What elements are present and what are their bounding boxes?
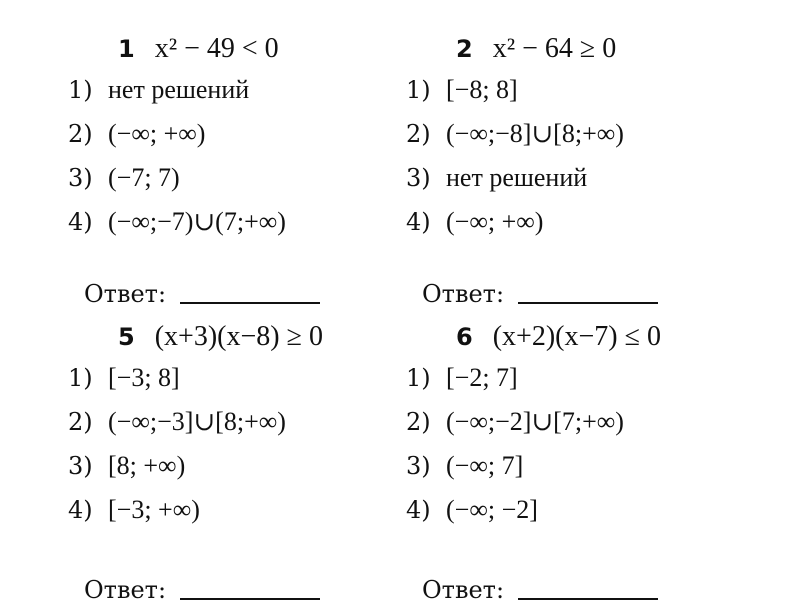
- problem-header: [68, 318, 388, 356]
- option-4: [68, 200, 388, 244]
- option-3: [68, 444, 388, 488]
- answer-row: [68, 274, 388, 314]
- option-text: нет решений: [446, 163, 588, 192]
- problem-expression: (x+3)(x−8) ≥ 0: [154, 321, 323, 352]
- option-index: 3): [406, 452, 431, 480]
- option-text: нет решений: [108, 75, 250, 104]
- answer-label: Ответ:: [84, 576, 167, 604]
- problem-header: [406, 30, 726, 68]
- option-3: [406, 156, 726, 200]
- problem-number: 5: [118, 323, 135, 351]
- option-text: [−3; 8]: [108, 363, 180, 392]
- problem-number: 6: [456, 323, 473, 351]
- option-2: [406, 112, 726, 156]
- option-text: (−∞;−2]∪[7;+∞): [446, 407, 624, 436]
- option-1: [406, 68, 726, 112]
- option-text: [−2; 7]: [446, 363, 518, 392]
- option-index: 3): [68, 164, 93, 192]
- option-3: [406, 444, 726, 488]
- answer-row: [406, 570, 726, 610]
- option-text: (−∞;−8]∪[8;+∞): [446, 119, 624, 148]
- option-1: [68, 356, 388, 400]
- answer-label: Ответ:: [422, 280, 505, 308]
- option-text: (−∞; −2]: [446, 495, 538, 524]
- option-1: [406, 356, 726, 400]
- option-text: (−7; 7): [108, 163, 180, 192]
- problem-number: 2: [456, 35, 473, 63]
- option-1: [68, 68, 388, 112]
- option-text: (−∞; 7]: [446, 451, 524, 480]
- option-text: (−∞;−3]∪[8;+∞): [108, 407, 286, 436]
- option-index: 1): [406, 364, 431, 392]
- problem-expression: x² − 64 ≥ 0: [492, 33, 617, 64]
- option-4: [68, 488, 388, 532]
- option-4: [406, 200, 726, 244]
- option-index: 4): [406, 496, 431, 524]
- option-2: [68, 400, 388, 444]
- answer-label: Ответ:: [422, 576, 505, 604]
- option-text: [−3; +∞): [108, 495, 200, 524]
- answer-row: [68, 570, 388, 610]
- option-4: [406, 488, 726, 532]
- problem-header: [406, 318, 726, 356]
- option-2: [68, 112, 388, 156]
- option-text: [8; +∞): [108, 451, 186, 480]
- problem-5: [68, 318, 388, 610]
- option-text: [−8; 8]: [446, 75, 518, 104]
- option-3: [68, 156, 388, 200]
- option-index: 3): [68, 452, 93, 480]
- answer-blank: [518, 302, 658, 304]
- problem-number: 1: [118, 35, 135, 63]
- option-index: 3): [406, 164, 431, 192]
- answer-blank: [180, 302, 320, 304]
- option-index: 4): [406, 208, 431, 236]
- option-index: 2): [68, 408, 93, 436]
- option-text: (−∞;−7)∪(7;+∞): [108, 207, 286, 236]
- option-index: 4): [68, 496, 93, 524]
- problem-header: [68, 30, 388, 68]
- option-index: 2): [406, 408, 431, 436]
- option-index: 1): [68, 364, 93, 392]
- problem-6: [406, 318, 726, 610]
- option-index: 2): [68, 120, 93, 148]
- option-index: 1): [406, 76, 431, 104]
- option-index: 4): [68, 208, 93, 236]
- option-index: 2): [406, 120, 431, 148]
- answer-row: [406, 274, 726, 314]
- problem-2: [406, 30, 726, 314]
- problem-1: [68, 30, 388, 314]
- problem-expression: x² − 49 < 0: [154, 33, 279, 64]
- option-text: (−∞; +∞): [108, 119, 206, 148]
- problem-expression: (x+2)(x−7) ≤ 0: [492, 321, 661, 352]
- option-2: [406, 400, 726, 444]
- option-text: (−∞; +∞): [446, 207, 544, 236]
- answer-label: Ответ:: [84, 280, 167, 308]
- option-index: 1): [68, 76, 93, 104]
